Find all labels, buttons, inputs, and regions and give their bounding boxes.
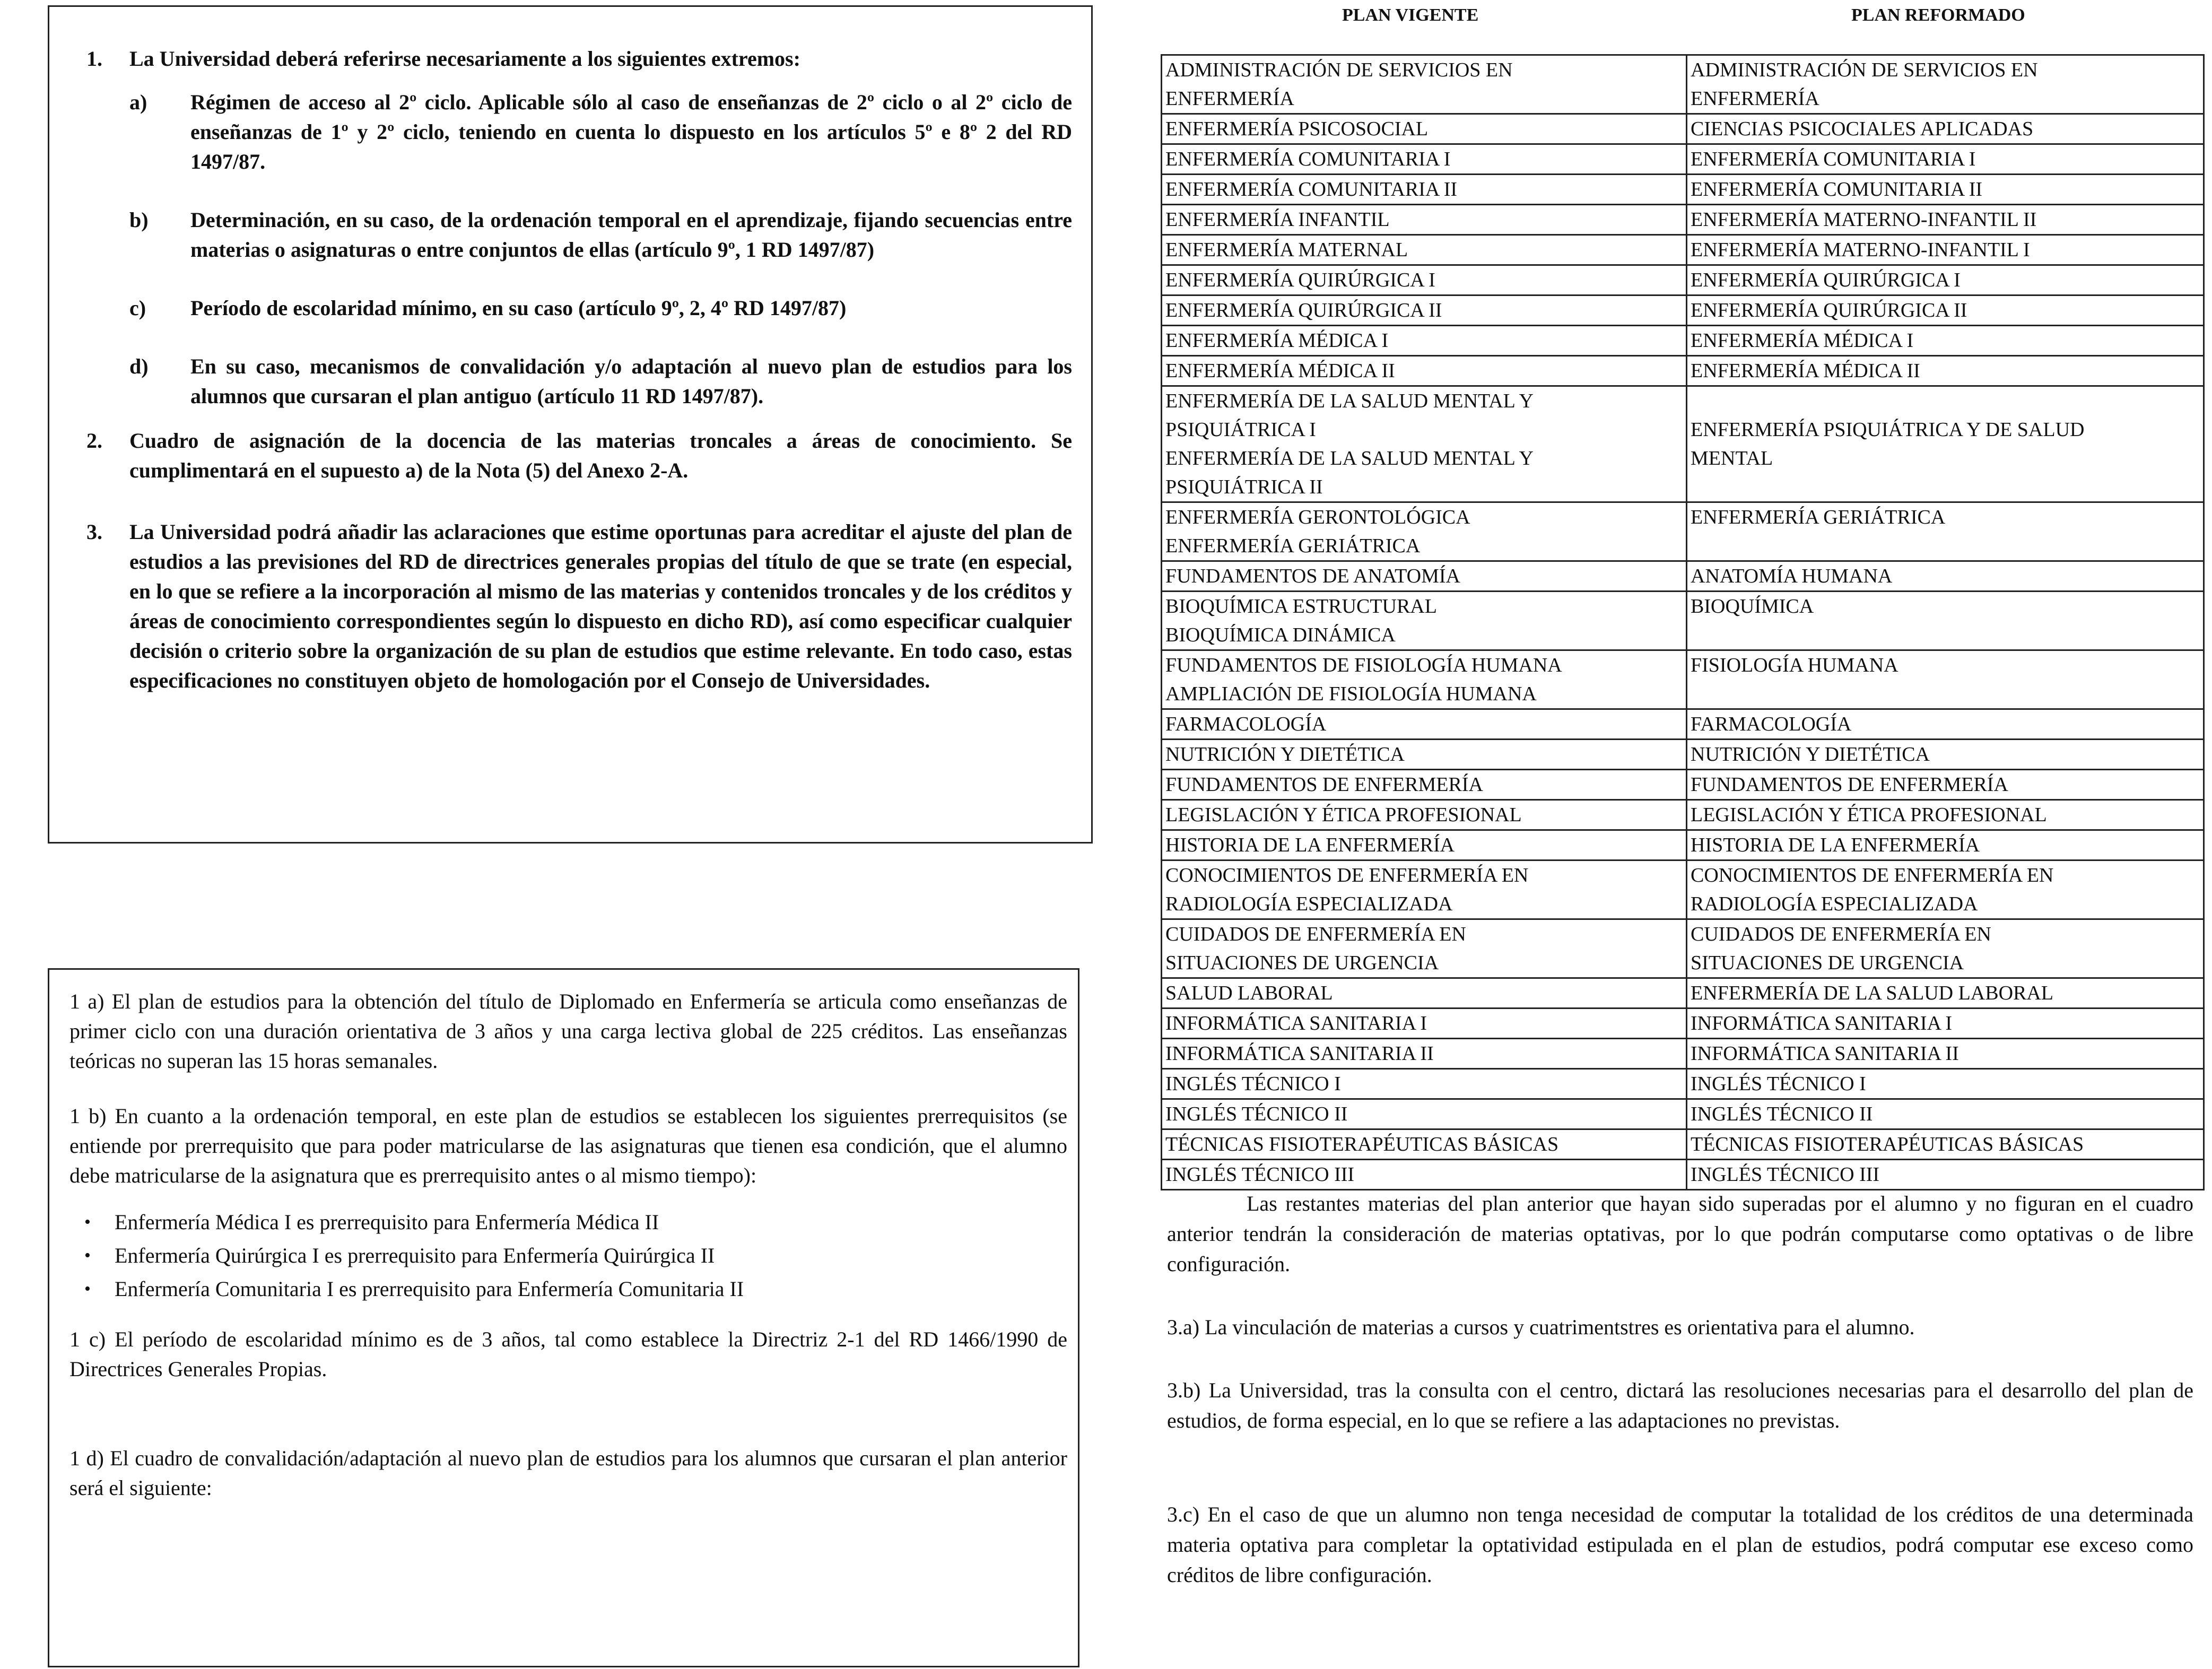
table-row xyxy=(1162,592,2204,650)
cell-text: SALUD LABORAL xyxy=(1165,982,1333,1004)
equivalence-table-body xyxy=(1162,55,2204,1190)
cell-plan-vigente xyxy=(1162,502,1687,561)
table-row xyxy=(1162,265,2204,295)
list-item xyxy=(69,1205,1067,1239)
cell-text: ENFERMERÍA QUIRÚRGICA I xyxy=(1691,269,1961,291)
bullet-icon: • xyxy=(84,1212,91,1232)
subitem-letter: c) xyxy=(129,296,146,320)
cell-plan-reformado xyxy=(1687,205,2204,235)
cell-text: ENFERMERÍA MÉDICA I xyxy=(1165,329,1389,352)
cell-plan-vigente xyxy=(1162,386,1687,502)
cell-text: INFORMÁTICA SANITARIA I xyxy=(1165,1012,1427,1035)
item-text: La Universidad podrá añadir las aclaraciones que estime oportunas para acreditar el ajuste del plan de estudios a las previsiones del RD de directrices generales propias del título de que se trate (en especial, en lo que se refiere a la incorporación al mismo de las materias y contenidos troncales y de los créditos y áreas de conocimiento correspondientes según lo dispuesto en dicho RD), así como especificar cualquier decisión o criterio sobre la organización de su plan de estudios que estime relevante. En todo caso, estas especificaciones no constituyen objeto de homologación por el Consejo de Universidades. xyxy=(129,520,1072,692)
cell-plan-reformado xyxy=(1687,295,2204,326)
cell-text: INGLÉS TÉCNICO I xyxy=(1691,1073,1866,1095)
cell-text: ENFERMERÍA COMUNITARIA II xyxy=(1691,178,1983,201)
cell-text: ENFERMERÍA GERIÁTRICA xyxy=(1691,506,1946,528)
list-item xyxy=(69,1272,1067,1306)
plan-notes-box xyxy=(48,968,1079,1667)
cell-text: ENFERMERÍA COMUNITARIA I xyxy=(1691,148,1976,170)
subitem-text: En su caso, mecanismos de convalidación y/o adaptación al nuevo plan de estudios para los alumnos que cursaran el plan antiguo (artículo 11 RD 1497/87). xyxy=(190,354,1072,408)
table-row xyxy=(1162,1009,2204,1039)
cell-plan-reformado xyxy=(1687,650,2204,709)
cell-plan-vigente xyxy=(1162,561,1687,592)
cell-text: BIOQUÍMICA DINÁMICA xyxy=(1165,624,1396,646)
table-row xyxy=(1162,561,2204,592)
cell-text: HISTORIA DE LA ENFERMERÍA xyxy=(1691,834,1980,856)
cell-text: INFORMÁTICA SANITARIA II xyxy=(1691,1042,1959,1065)
cell-text: INGLÉS TÉCNICO III xyxy=(1691,1163,1880,1186)
cell-text: ENFERMERÍA GERONTOLÓGICA xyxy=(1165,506,1470,528)
paragraph-3b: 3.b) La Universidad, tras la consulta con el centro, dictará las resoluciones necesarias para el desarrollo del plan de estudios, de forma especial, en lo que se refiere a las adaptaciones no previstas. xyxy=(1167,1378,2193,1432)
cell-text: INGLÉS TÉCNICO III xyxy=(1165,1163,1355,1186)
cell-plan-vigente xyxy=(1162,1129,1687,1160)
cell-plan-reformado xyxy=(1687,561,2204,592)
cell-plan-vigente xyxy=(1162,1160,1687,1190)
cell-text: ENFERMERÍA MÉDICA II xyxy=(1691,360,1920,382)
subitem-text: Determinación, en su caso, de la ordenación temporal en el aprendizaje, fijando secuencias entre materias o asignaturas o entre conjuntos de ellas (artículo 9º, 1 RD 1497/87) xyxy=(190,208,1072,262)
cell-text: INGLÉS TÉCNICO II xyxy=(1165,1103,1348,1125)
cell-text: TÉCNICAS FISIOTERAPÉUTICAS BÁSICAS xyxy=(1691,1133,2084,1155)
subitem-text: Régimen de acceso al 2º ciclo. Aplicable sólo al caso de enseñanzas de 2º ciclo o al 2º ciclo de enseñanzas de 1º y 2º ciclo, teniendo en cuenta lo dispuesto en los artículos 5º e 8º 2 del RD 1497/87. xyxy=(190,90,1072,173)
list-item-text: Enfermería Médica I es prerrequisito para Enfermería Médica II xyxy=(115,1210,659,1234)
cell-text: NUTRICIÓN Y DIETÉTICA xyxy=(1165,743,1405,766)
guideline-item-3 xyxy=(68,517,1072,696)
cell-text: FUNDAMENTOS DE ENFERMERÍA xyxy=(1691,773,2008,796)
cell-text: ADMINISTRACIÓN DE SERVICIOS EN xyxy=(1165,59,1513,81)
table-row xyxy=(1162,55,2204,114)
cell-plan-reformado xyxy=(1687,978,2204,1009)
cell-plan-reformado xyxy=(1687,235,2204,265)
cell-text: CONOCIMIENTOS DE ENFERMERÍA EN xyxy=(1691,864,2054,886)
table-row xyxy=(1162,326,2204,356)
cell-plan-vigente xyxy=(1162,356,1687,386)
bullet-icon: • xyxy=(84,1246,91,1265)
cell-text: BIOQUÍMICA ESTRUCTURAL xyxy=(1165,595,1437,618)
cell-text: ENFERMERÍA MATERNO-INFANTIL II xyxy=(1691,208,2037,231)
cell-plan-vigente xyxy=(1162,770,1687,800)
table-row xyxy=(1162,919,2204,978)
cell-plan-reformado xyxy=(1687,800,2204,830)
cell-plan-reformado xyxy=(1687,386,2204,502)
table-row xyxy=(1162,1039,2204,1069)
cell-text: CUIDADOS DE ENFERMERÍA EN xyxy=(1691,923,1991,945)
cell-plan-reformado xyxy=(1687,1099,2204,1129)
cell-text: ENFERMERÍA QUIRÚRGICA II xyxy=(1165,299,1442,321)
paragraph-3a: 3.a) La vinculación de materias a cursos y cuatrimentstres es orientativa para el alumno. xyxy=(1167,1315,1915,1339)
adaptation-notes xyxy=(1167,1188,2193,1590)
cell-plan-reformado xyxy=(1687,919,2204,978)
list-item-text: Enfermería Quirúrgica I es prerrequisito para Enfermería Quirúrgica II xyxy=(115,1244,715,1267)
table-row xyxy=(1162,175,2204,205)
subitem-c xyxy=(129,293,1072,323)
guideline-subitems xyxy=(129,88,1072,411)
table-row xyxy=(1162,978,2204,1009)
cell-plan-vigente xyxy=(1162,144,1687,175)
cell-text: ENFERMERÍA QUIRÚRGICA I xyxy=(1165,269,1435,291)
item-number: 1. xyxy=(86,47,102,71)
cell-text: FUNDAMENTOS DE ANATOMÍA xyxy=(1165,565,1460,587)
cell-plan-reformado xyxy=(1687,175,2204,205)
table-row xyxy=(1162,709,2204,740)
cell-plan-vigente xyxy=(1162,709,1687,740)
item-number: 3. xyxy=(86,520,102,544)
item-text: Cuadro de asignación de la docencia de las materias troncales a áreas de conocimiento. Se cumplimentará en el supuesto a) de la Nota (5) del Anexo 2-A. xyxy=(129,429,1072,482)
table-row xyxy=(1162,1129,2204,1160)
cell-text: INFORMÁTICA SANITARIA I xyxy=(1691,1012,1953,1035)
cell-text: NUTRICIÓN Y DIETÉTICA xyxy=(1691,743,1930,766)
item-text: La Universidad deberá referirse necesariamente a los siguientes extremos: xyxy=(129,47,800,71)
cell-text: LEGISLACIÓN Y ÉTICA PROFESIONAL xyxy=(1691,804,2047,826)
table-row xyxy=(1162,1099,2204,1129)
header-plan-vigente: PLAN VIGENTE xyxy=(1342,5,1479,25)
cell-text: ENFERMERÍA MÉDICA I xyxy=(1691,329,1914,352)
cell-text: SITUACIONES DE URGENCIA xyxy=(1165,952,1439,974)
cell-text: LEGISLACIÓN Y ÉTICA PROFESIONAL xyxy=(1165,804,1522,826)
cell-text: INFORMÁTICA SANITARIA II xyxy=(1165,1042,1434,1065)
list-item xyxy=(69,1239,1067,1272)
cell-text: ENFERMERÍA COMUNITARIA I xyxy=(1165,148,1451,170)
table-row xyxy=(1162,502,2204,561)
cell-plan-reformado xyxy=(1687,709,2204,740)
cell-plan-vigente xyxy=(1162,1009,1687,1039)
cell-plan-vigente xyxy=(1162,592,1687,650)
guideline-item-1 xyxy=(68,44,1072,411)
paragraph-1b: 1 b) En cuanto a la ordenación temporal, en este plan de estudios se establecen los siguientes prerrequisitos (se entiende por prerrequisito que para poder matricularse de las asignaturas que tienen esa condición, que el alumno debe matricularse de la asignatura que es prerrequisito antes o al mismo tiempo): xyxy=(69,1104,1067,1187)
cell-text: AMPLIACIÓN DE FISIOLOGÍA HUMANA xyxy=(1165,683,1537,705)
subitem-b xyxy=(129,205,1072,265)
table-row xyxy=(1162,830,2204,860)
table-row xyxy=(1162,386,2204,502)
cell-plan-reformado xyxy=(1687,770,2204,800)
cell-plan-vigente xyxy=(1162,1099,1687,1129)
cell-text: ENFERMERÍA xyxy=(1691,88,1819,110)
cell-text: FUNDAMENTOS DE FISIOLOGÍA HUMANA xyxy=(1165,654,1562,676)
cell-plan-vigente xyxy=(1162,740,1687,770)
cell-text: ENFERMERÍA COMUNITARIA II xyxy=(1165,178,1458,201)
cell-plan-reformado xyxy=(1687,1039,2204,1069)
cell-plan-reformado xyxy=(1687,860,2204,919)
cell-plan-reformado xyxy=(1687,1009,2204,1039)
guideline-item-2 xyxy=(68,426,1072,485)
table-row xyxy=(1162,740,2204,770)
cell-text: ENFERMERÍA PSICOSOCIAL xyxy=(1165,118,1429,140)
cell-text: ANATOMÍA HUMANA xyxy=(1691,565,1893,587)
cell-plan-reformado xyxy=(1687,144,2204,175)
table-row xyxy=(1162,1069,2204,1099)
equivalence-table xyxy=(1161,54,2205,1190)
cell-plan-vigente xyxy=(1162,55,1687,114)
bullet-icon: • xyxy=(84,1279,91,1299)
cell-text: MENTAL xyxy=(1691,447,1773,470)
cell-text: SITUACIONES DE URGENCIA xyxy=(1691,952,1964,974)
prerequisite-list xyxy=(69,1205,1067,1306)
cell-plan-vigente xyxy=(1162,1039,1687,1069)
cell-plan-reformado xyxy=(1687,1069,2204,1099)
cell-plan-reformado xyxy=(1687,592,2204,650)
guidelines-box xyxy=(48,5,1093,844)
cell-plan-vigente xyxy=(1162,830,1687,860)
paragraph-1a: 1 a) El plan de estudios para la obtención del título de Diplomado en Enfermería se articula como enseñanzas de primer ciclo con una duración orientativa de 3 años y una carga lectiva global de 225 créditos. Las enseñanzas teóricas no superan las 15 horas semanales. xyxy=(69,989,1067,1073)
cell-text: ENFERMERÍA DE LA SALUD MENTAL Y xyxy=(1165,447,1534,470)
cell-plan-vigente xyxy=(1162,114,1687,144)
cell-text: PSIQUIÁTRICA I xyxy=(1165,419,1316,441)
cell-text: TÉCNICAS FISIOTERAPÉUTICAS BÁSICAS xyxy=(1165,1133,1559,1155)
cell-plan-reformado xyxy=(1687,326,2204,356)
cell-plan-reformado xyxy=(1687,830,2204,860)
cell-text: INGLÉS TÉCNICO I xyxy=(1165,1073,1341,1095)
cell-plan-reformado xyxy=(1687,1129,2204,1160)
cell-plan-reformado xyxy=(1687,265,2204,295)
cell-text: ENFERMERÍA xyxy=(1165,88,1294,110)
cell-plan-reformado xyxy=(1687,356,2204,386)
subitem-text: Período de escolaridad mínimo, en su caso (artículo 9º, 2, 4º RD 1497/87) xyxy=(190,296,847,320)
cell-plan-reformado xyxy=(1687,502,2204,561)
table-row xyxy=(1162,1160,2204,1190)
cell-text: ENFERMERÍA MÉDICA II xyxy=(1165,360,1395,382)
subitem-letter: a) xyxy=(129,90,147,114)
cell-text: FARMACOLOGÍA xyxy=(1165,713,1327,735)
cell-text: ENFERMERÍA GERIÁTRICA xyxy=(1165,535,1421,557)
list-item-text: Enfermería Comunitaria I es prerrequisito para Enfermería Comunitaria II xyxy=(115,1277,744,1301)
cell-plan-vigente xyxy=(1162,919,1687,978)
cell-plan-reformado xyxy=(1687,55,2204,114)
cell-plan-vigente xyxy=(1162,978,1687,1009)
cell-text: ENFERMERÍA QUIRÚRGICA II xyxy=(1691,299,1967,321)
cell-text: PSIQUIÁTRICA II xyxy=(1165,476,1323,498)
cell-text: RADIOLOGÍA ESPECIALIZADA xyxy=(1165,893,1453,915)
subitem-a xyxy=(129,88,1072,177)
table-row xyxy=(1162,356,2204,386)
cell-plan-vigente xyxy=(1162,1069,1687,1099)
table-row xyxy=(1162,144,2204,175)
cell-text: ENFERMERÍA MATERNAL xyxy=(1165,239,1408,261)
table-row xyxy=(1162,295,2204,326)
cell-text: RADIOLOGÍA ESPECIALIZADA xyxy=(1691,893,1978,915)
cell-text: FISIOLOGÍA HUMANA xyxy=(1691,654,1899,676)
table-row xyxy=(1162,800,2204,830)
header-plan-reformado: PLAN REFORMADO xyxy=(1851,5,2025,25)
paragraph-3c: 3.c) En el caso de que un alumno non tenga necesidad de computar la totalidad de los créditos de una determinada materia optativa para completar la optatividad estipulada en el plan de estudios, podrá computar ese exceso como créditos de libre configuración. xyxy=(1167,1502,2193,1587)
cell-text: CONOCIMIENTOS DE ENFERMERÍA EN xyxy=(1165,864,1529,886)
cell-text: ENFERMERÍA DE LA SALUD LABORAL xyxy=(1691,982,2054,1004)
cell-plan-vigente xyxy=(1162,295,1687,326)
cell-plan-vigente xyxy=(1162,265,1687,295)
paragraph-1c: 1 c) El período de escolaridad mínimo es de 3 años, tal como establece la Directriz 2-1 del RD 1466/1990 de Directrices Generales Propias. xyxy=(69,1327,1067,1381)
cell-text: HISTORIA DE LA ENFERMERÍA xyxy=(1165,834,1455,856)
cell-plan-vigente xyxy=(1162,650,1687,709)
cell-plan-vigente xyxy=(1162,326,1687,356)
cell-text: ENFERMERÍA PSIQUIÁTRICA Y DE SALUD xyxy=(1691,419,2085,441)
cell-plan-vigente xyxy=(1162,205,1687,235)
cell-plan-vigente xyxy=(1162,175,1687,205)
cell-text: ENFERMERÍA MATERNO-INFANTIL I xyxy=(1691,239,2030,261)
cell-plan-vigente xyxy=(1162,235,1687,265)
cell-text: CIENCIAS PSICOCIALES APLICADAS xyxy=(1691,118,2034,140)
subitem-letter: d) xyxy=(129,354,149,378)
cell-text: FUNDAMENTOS DE ENFERMERÍA xyxy=(1165,773,1483,796)
cell-plan-vigente xyxy=(1162,800,1687,830)
cell-plan-vigente xyxy=(1162,860,1687,919)
cell-text: ENFERMERÍA INFANTIL xyxy=(1165,208,1390,231)
table-row xyxy=(1162,650,2204,709)
cell-plan-reformado xyxy=(1687,740,2204,770)
cell-text: FARMACOLOGÍA xyxy=(1691,713,1852,735)
subitem-d xyxy=(129,352,1072,411)
table-row xyxy=(1162,235,2204,265)
paragraph-remaining-subjects: Las restantes materias del plan anterior que hayan sido superadas por el alumno y no figuran en el cuadro anterior tendrán la consideración de materias optativas, por lo que podrán computarse como optativas o de libre configuración. xyxy=(1167,1192,2193,1276)
item-number: 2. xyxy=(86,429,102,453)
paragraph-1d: 1 d) El cuadro de convalidación/adaptación al nuevo plan de estudios para los alumnos que cursaran el plan anterior será el siguiente: xyxy=(69,1446,1067,1500)
table-row xyxy=(1162,770,2204,800)
subitem-letter: b) xyxy=(129,208,149,232)
cell-text: INGLÉS TÉCNICO II xyxy=(1691,1103,1873,1125)
cell-plan-reformado xyxy=(1687,114,2204,144)
cell-text: ADMINISTRACIÓN DE SERVICIOS EN xyxy=(1691,59,2038,81)
cell-text: BIOQUÍMICA xyxy=(1691,595,1814,618)
cell-text: CUIDADOS DE ENFERMERÍA EN xyxy=(1165,923,1466,945)
cell-text: ENFERMERÍA DE LA SALUD MENTAL Y xyxy=(1165,390,1534,412)
table-row xyxy=(1162,860,2204,919)
cell-plan-reformado xyxy=(1687,1160,2204,1190)
table-row xyxy=(1162,114,2204,144)
table-row xyxy=(1162,205,2204,235)
